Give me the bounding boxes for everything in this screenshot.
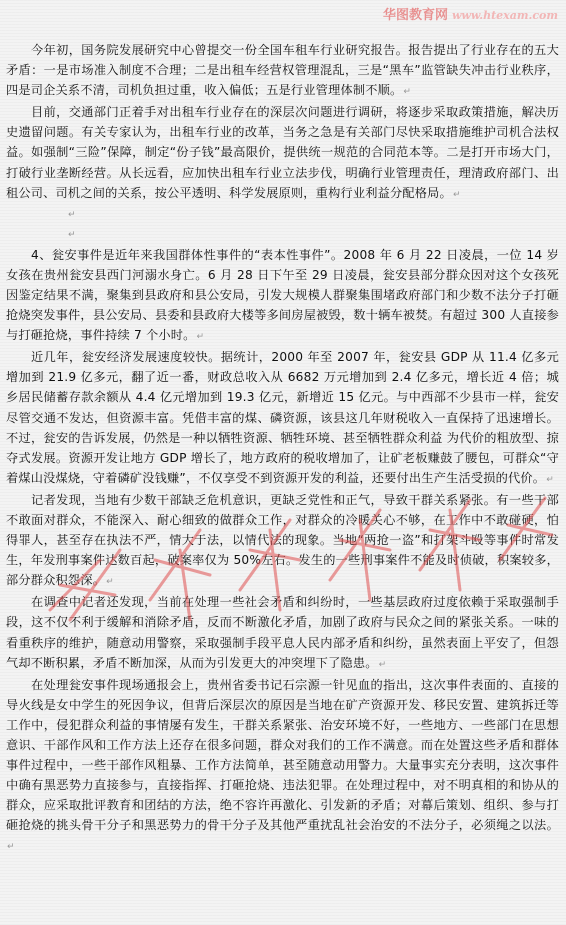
paragraph-mark-icon: ↵ <box>106 577 114 588</box>
paragraph-text: 在处理瓮安事件现场通报会上，贵州省委书记石宗源一针见血的指出，这次事件表面的、直接的导火线是女中学生的死因争议，但背后深层次的原因是当地在矿产资源开发、移民安置、建筑拆迁等工作中，侵犯群众利益的事情屡有发生，干群关系紧张、治安环境不好，一些地方、一些部门在思想意识、干部作风和工作方法上还存在很多问题，群众对我们的工作不满意。而在处置这些矛盾和群体事件过程中，一些干部作风粗暴、工作方法简单，甚至随意动用警力。大量事实充分表明，这次事件中确有黑恶势力直接参与，直接指挥、打砸抢烧、违法犯罪。在处理过程中，对不明真相的和协从的群众，应采取批评教育和团结的方法，绝不容许再激化、引发新的矛盾；对幕后策划、组织、参与打砸抢烧的挑头骨干分子和黑恶势力的骨干分子及其他严重扰乱社会治安的不法分子，必须绳之以法。 <box>6 677 559 833</box>
paragraph-wengan-economy <box>6 347 559 490</box>
paragraph-text: 记者发现，当地有少数干部缺乏危机意识，更缺乏党性和正气，导致干群关系紧张。有一些干部不敢面对群众，不能深入、耐心细致的做群众工作，对群众的冷暖关心不够，在工作中不敢碰硬，怕得罪人，甚至存在执法不严，情大于法，以情代法的现象。当地“两抢一盗”和打架斗殴等事件时常发生，年发刑事案件达数百起，破案率仅为 50%左右。发生的一些刑事案件不能及时侦破，积案较多，部分群众积怨深。 <box>6 492 559 588</box>
document-body <box>6 40 559 858</box>
paragraph-mark-icon: ↵ <box>7 842 15 853</box>
header-watermark <box>383 4 558 23</box>
paragraph-coercive-measures <box>6 592 559 674</box>
paragraph-text: 今年初，国务院发展研究中心曾提交一份全国车租车行业研究报告。报告提出了行业存在的五大矛盾：一是市场准入制度不合理；二是出租车经营权管理混乱，三是“黑车”监管缺失冲击行业秩序，四是司企关系不清，司机负担过重，收入偏低；五是行业管理体制不顺。 <box>6 43 559 98</box>
paragraph-mark-icon: ↵ <box>68 209 76 220</box>
paragraph-mark-icon: ↵ <box>546 474 554 485</box>
paragraph-wengan-event <box>6 245 559 347</box>
paragraph-text: 目前，交通部门正着手对出租车行业存在的深层次问题进行调研，将逐步采取政策措施，解决历史遗留问题。有关专家认为，出租车行业的改革，当务之急是有关部门尽快采取措施维护司机合法权益。如强制“三险”保障，制定“份子钱”最高限价，提供统一规范的合同范本等。二是打开市场大门，打破行业垄断经营。从长远看，应加快出租车行业立法步伐，明确行业管理责任，理清政府部门、出租公司、司机之间的关系，按公平透明、科学发展原则，重构行业利益分配格局。 <box>6 105 559 200</box>
paragraph-text: 在调查中记者还发现，当前在处理一些社会矛盾和纠纷时，一些基层政府过度依赖于采取强制手段，这不仅不利于缓解和消除矛盾，反而不断激化矛盾，加剧了政府与民众之间的紧张关系。一味的看重秩序的维护，随意动用警察，采取强制手段平息人民内部矛盾和纠纷，虽然表面上平安了，但怨气却不断积累，矛盾不断加深，从而为引发更大的冲突埋下了隐患。 <box>6 595 559 670</box>
empty-line <box>6 205 559 225</box>
paragraph-cadre-relations <box>6 490 559 592</box>
paragraph-mark-icon: ↵ <box>378 659 387 670</box>
paragraph-text: 近几年，瓮安经济发展速度较快。据统计，2000 年至 2007 年，瓮安县 GDP 从 11.4 亿多元增加到 21.9 亿多元，翻了近一番，财政总收入从 6682 万元增加到 2.4 亿多元，增长近 4 倍；城乡居民储蓄存款余额从 4.4 亿元增加到 19.3 亿元，新增近 15 亿元。与中西部不少县市一样，瓮安尽管交通不发达，但资源丰富。凭借丰富的煤、磷资源，该县这几年财税收入一直保持了迅速增长。不过，瓮安的告诉发展，仍然是一种以牺牲资源、牺牲环境、甚至牺牲群众利益 为代价的粗放型、掠夺式发展。资源开发让地方 GDP 增长了，地方政府的税收增加了，让矿老板赚鼓了腰包，可群众“守着煤山没煤烧，守着磷矿没钱赚”，不仅享受不到资源开发的利益，还要付出生产生活受损的代价。 <box>6 350 559 485</box>
paragraph-text: 4、瓮安事件是近年来我国群体性事件的“表本性事件”。2008 年 6 月 22 日凌晨，一位 14 岁女孩在贵州瓮安县西门河溺水身亡。6 月 28 日下午至 29 日凌晨，瓮安县部分群众因对这个女孩死因鉴定结果不满，聚集到县政府和县公安局，引发大规模人群聚集围堵政府部门和少数不法分子打砸抢烧突发事件，县公安局、县委和县政府大楼等多间房屋被毁，数十辆车被焚。有超过 300 人直接参与打砸抢烧，事件持续 7 个小时。 <box>6 247 559 343</box>
watermark-site-url: www.htexam.com <box>451 9 558 22</box>
watermark-site-name: 华图教育网 <box>382 8 448 23</box>
paragraph-mark-icon: ↵ <box>452 189 461 200</box>
paragraph-taxi-reform <box>6 102 559 204</box>
paragraph-mark-icon: ↵ <box>403 87 412 98</box>
paragraph-mark-icon: ↵ <box>196 332 205 343</box>
paragraph-official-statement <box>6 675 559 858</box>
paragraph-mark-icon: ↵ <box>68 229 76 240</box>
empty-line <box>6 225 559 245</box>
paragraph-taxi-report <box>6 40 559 102</box>
